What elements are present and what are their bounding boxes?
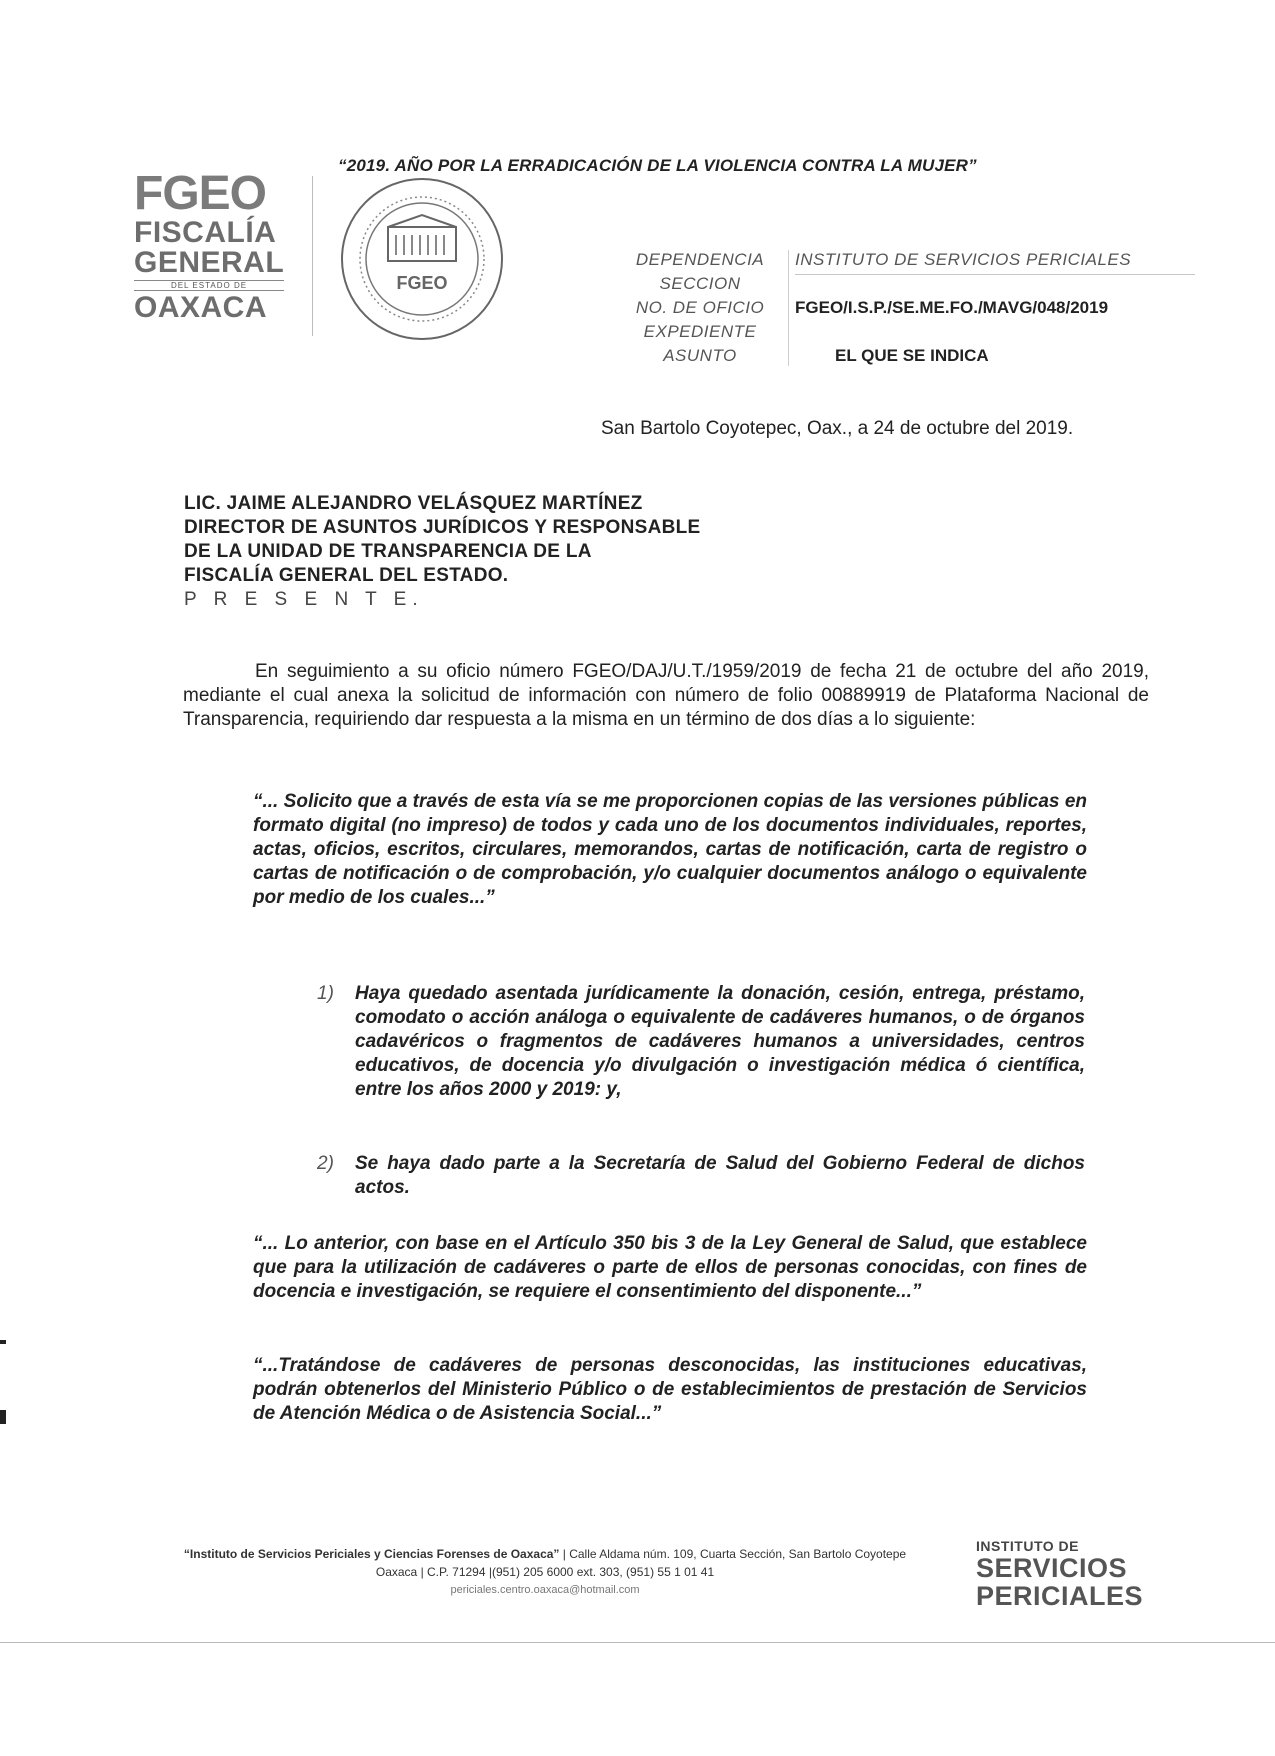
quote-legal-basis: “... Lo anterior, con base en el Artículo 350 bis 3 de la Ley General de Salud, que establece que para la utilización de cadáveres o parte de ellos de personas conocidas, con fines de docencia e investigación, se requiere el consentimiento del disponente...” — [253, 1233, 1087, 1302]
isp-logo-bot: PERICIALES — [976, 1581, 1144, 1611]
logo-line-fiscalia: FISCALÍA — [134, 216, 277, 249]
list-item — [317, 982, 1085, 1102]
footer-institution: “Instituto de Servicios Periciales y Ciencias Forenses de Oaxaca” — [183, 1547, 560, 1561]
isp-logo — [976, 1538, 1176, 1610]
logo-divider — [312, 176, 313, 336]
fgeo-logo — [134, 167, 294, 324]
addressee-presente: P R E S E N T E. — [184, 589, 424, 610]
addressee-block — [184, 492, 701, 612]
oficio-label: NO. DE OFICIO — [635, 298, 765, 317]
oficio-value: FGEO/I.S.P./SE.ME.FO./MAVG/048/2019 — [795, 298, 1109, 317]
document-date: San Bartolo Coyotepec, Oax., a 24 de octubre del 2019. — [601, 418, 1074, 439]
footer-email: periciales.centro.oaxaca@hotmail.com — [450, 1584, 640, 1596]
dependencia-label: DEPENDENCIA — [635, 250, 765, 269]
list-item-number: 2) — [317, 1153, 334, 1174]
seal-text: FGEO — [396, 273, 448, 293]
addressee-title-1: DIRECTOR DE ASUNTOS JURÍDICOS Y RESPONSABLE — [184, 517, 701, 538]
footer-street: | Calle Aldama núm. 109, Cuarta Sección, San Bartolo Coyotepe — [559, 1547, 907, 1561]
isp-logo-top: INSTITUTO DE — [976, 1538, 1079, 1554]
logo-line-oaxaca: OAXACA — [134, 291, 268, 324]
scan-mark — [0, 1410, 6, 1424]
intro-paragraph — [183, 660, 1149, 732]
scan-border — [0, 1642, 1275, 1643]
document-metadata — [620, 250, 1200, 370]
quote-unknown-persons: “...Tratándose de cadáveres de personas desconocidas, las instituciones educativas, podrán obtenerlos del Ministerio Público o de establecimientos de prestación de Servicios de Atención Médica o de Asistencia Social...” — [253, 1355, 1087, 1424]
logo-brand: FGEO — [134, 167, 267, 220]
list-item-text: Se haya dado parte a la Secretaría de Salud del Gobierno Federal de dichos actos. — [355, 1153, 1085, 1198]
scan-mark — [0, 1340, 6, 1344]
logo-line-del-estado: DEL ESTADO DE — [134, 280, 284, 291]
footer-contact: Oaxaca | C.P. 71294 |(951) 205 6000 ext. 303, (951) 55 1 01 41 — [375, 1565, 715, 1579]
logo-line-general: GENERAL — [134, 246, 285, 279]
asunto-label: ASUNTO — [663, 346, 737, 365]
list-item-number: 1) — [317, 983, 334, 1004]
expediente-label: EXPEDIENTE — [643, 322, 757, 341]
addressee-title-3: FISCALÍA GENERAL DEL ESTADO. — [184, 565, 509, 586]
list-item — [317, 1152, 1085, 1200]
intro-text: En seguimiento a su oficio número FGEO/DAJ/U.T./1959/2019 de fecha 21 de octubre del año 2019, mediante el cual anexa la solicitud de información con número de folio 00889919 de Plataforma Nacional de Transparencia, requiriendo dar respuesta a la misma en un término de dos días a lo siguiente: — [183, 661, 1149, 730]
list-item-text: Haya quedado asentada jurídicamente la donación, cesión, entrega, préstamo, comodato o acción análoga o equivalente de cadáveres humanos, o de órganos cadavéricos o fragmentos de cadáveres humanos a universidades, centros educativos, de docencia y/o divulgación o investigación médica ó científica, entre los años 2000 y 2019: y, — [355, 983, 1085, 1100]
header-slogan: “2019. AÑO POR LA ERRADICACIÓN DE LA VIOLENCIA CONTRA LA MUJER” — [338, 156, 977, 175]
footer-address — [120, 1545, 970, 1599]
asunto-value: EL QUE SE INDICA — [835, 346, 989, 365]
seccion-label: SECCION — [659, 274, 741, 293]
isp-logo-mid: SERVICIOS — [976, 1553, 1128, 1583]
addressee-title-2: DE LA UNIDAD DE TRANSPARENCIA DE LA — [184, 541, 592, 562]
fiscalia-seal-icon — [338, 175, 506, 343]
addressee-name: LIC. JAIME ALEJANDRO VELÁSQUEZ MARTÍNEZ — [184, 493, 643, 514]
dependencia-value: INSTITUTO DE SERVICIOS PERICIALES — [795, 250, 1132, 269]
quote-request: “... Solicito que a través de esta vía se me proporcionen copias de las versiones públicas en formato digital (no impreso) de todos y cada uno de los documentos individuales, reportes, actas, oficios, escritos, circulares, memorandos, cartas de notificación, carta de registro o cartas de notificación o de comprobación, y/o cualquier documentos análogo o equivalente por medio de los cuales...” — [253, 791, 1087, 908]
